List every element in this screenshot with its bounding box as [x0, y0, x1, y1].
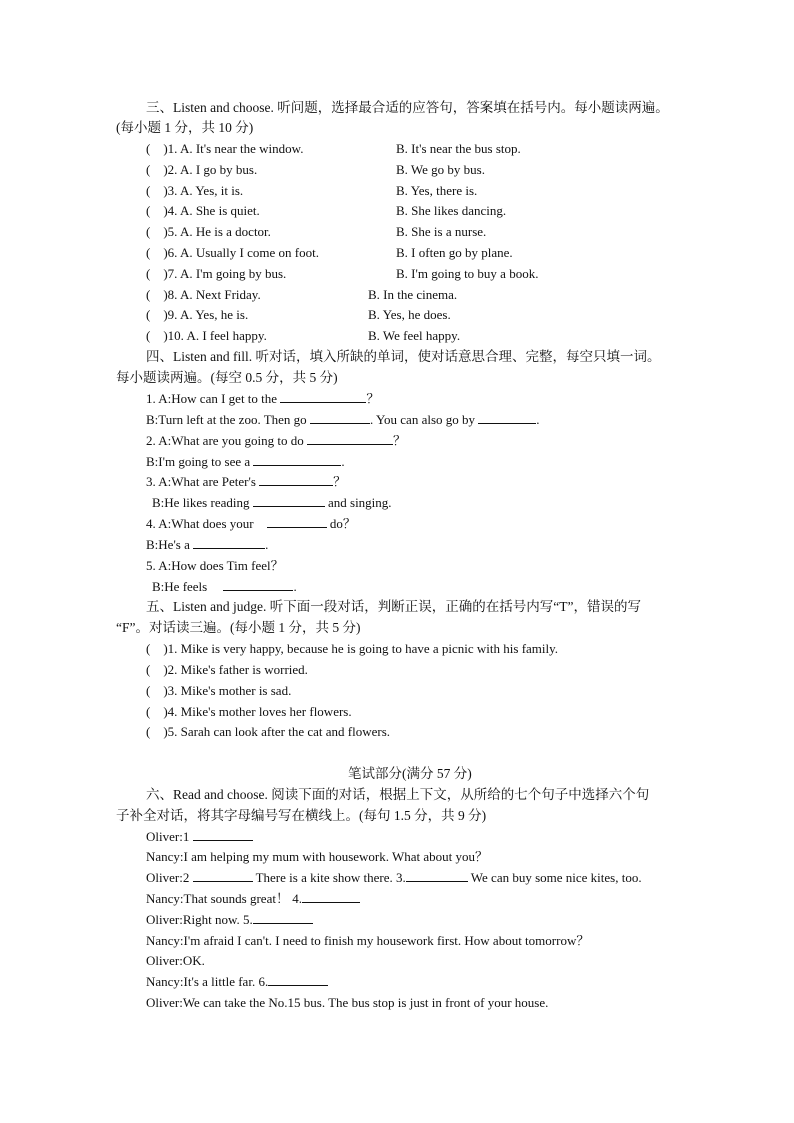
s3-item-7-a: ( )7. A. I'm going by bus.: [146, 266, 287, 281]
fill-blank[interactable]: [406, 869, 468, 882]
fill-blank[interactable]: [193, 536, 265, 549]
s4-q5-b: B:He feels .: [152, 579, 297, 594]
s6-line-6: Nancy:I'm afraid I can't. I need to finish my housework first. How about tomorrow？: [146, 933, 590, 948]
s6-line-3: Oliver:2 There is a kite show there. 3. We can buy some nice kites, too.: [146, 870, 642, 885]
s3-item-8-b: B. In the cinema.: [368, 287, 458, 302]
fill-blank[interactable]: [259, 473, 333, 486]
s3-item-4-b: B. She likes dancing.: [396, 203, 507, 218]
s3-item-7-b: B. I'm going to buy a book.: [396, 266, 539, 281]
s5-item-3: ( )3. Mike's mother is sad.: [146, 683, 292, 698]
s6-line-4: Nancy:That sounds great！ 4.: [146, 890, 360, 907]
s3-item-2-b: B. We go by bus.: [396, 162, 485, 177]
s6-line-1: Oliver:1: [146, 828, 253, 845]
fill-blank[interactable]: [253, 453, 341, 466]
s6-line-5: Oliver:Right now. 5.: [146, 911, 313, 928]
s3-item-8-a: ( )8. A. Next Friday.: [146, 287, 261, 302]
s4-q2-b: B:I'm going to see a .: [146, 454, 345, 469]
s3-item-6-a: ( )6. A. Usually I come on foot.: [146, 245, 319, 260]
fill-blank[interactable]: [280, 390, 366, 403]
s3-item-5-a: ( )5. A. He is a doctor.: [146, 224, 271, 239]
s3-item-3-b: B. Yes, there is.: [396, 183, 478, 198]
fill-blank[interactable]: [193, 828, 253, 841]
s3-item-4-a: ( )4. A. She is quiet.: [146, 203, 260, 218]
s4-q4-b: B:He's a .: [146, 537, 269, 552]
fill-blank[interactable]: [268, 973, 328, 986]
section4-heading: 四、Listen and fill. 听对话，填入所缺的单词，使对话意思合理、完整，每空只填一词。: [146, 349, 661, 364]
fill-blank[interactable]: [193, 869, 253, 882]
s3-item-1-b: B. It's near the bus stop.: [396, 141, 521, 156]
s5-item-2: ( )2. Mike's father is worried.: [146, 662, 308, 677]
s4-q3-a: 3. A:What are Peter's ？: [146, 474, 347, 489]
s6-line-8: Nancy:It's a little far. 6.: [146, 973, 328, 990]
s6-line-7: Oliver:OK.: [146, 953, 205, 968]
s4-q5-a: 5. A:How does Tim feel？: [146, 558, 284, 573]
s5-item-1: ( )1. Mike is very happy, because he is going to have a picnic with his family.: [146, 641, 559, 656]
section3-heading: 三、Listen and choose. 听问题，选择最合适的应答句，答案填在括号内。每小题读两遍。: [146, 100, 669, 115]
section3-score: (每小题 1 分，共 10 分): [116, 120, 254, 135]
s3-item-10-b: B. We feel happy.: [368, 328, 461, 343]
s3-item-9-b: B. Yes, he does.: [368, 307, 451, 322]
s4-q1-b: B:Turn left at the zoo. Then go . You can also go by .: [146, 412, 540, 427]
fill-blank[interactable]: [223, 578, 293, 591]
fill-blank[interactable]: [310, 411, 370, 424]
section5-heading: 五、Listen and judge. 听下面一段对话，判断正误，正确的在括号内写“T”，错误的写: [146, 599, 641, 614]
s3-item-3-a: ( )3. A. Yes, it is.: [146, 183, 244, 198]
s3-item-9-a: ( )9. A. Yes, he is.: [146, 307, 249, 322]
s3-item-2-a: ( )2. A. I go by bus.: [146, 162, 258, 177]
fill-blank[interactable]: [307, 432, 393, 445]
fill-blank[interactable]: [302, 890, 360, 903]
s3-item-1-a: ( )1. A. It's near the window.: [146, 141, 304, 156]
s4-q2-a: 2. A:What are you going to do ？: [146, 433, 407, 448]
s5-item-4: ( )4. Mike's mother loves her flowers.: [146, 704, 352, 719]
s6-line-9: Oliver:We can take the No.15 bus. The bus stop is just in front of your house.: [146, 995, 549, 1010]
fill-blank[interactable]: [478, 411, 536, 424]
section6-heading: 六、Read and choose. 阅读下面的对话，根据上下文，从所给的七个句子中选择六个句: [146, 787, 650, 802]
fill-blank[interactable]: [253, 494, 325, 507]
section5-score: “F”。对话读三遍。(每小题 1 分，共 5 分): [116, 620, 361, 635]
s4-q1-a: 1. A:How can I get to the ？: [146, 391, 380, 406]
s3-item-10-a: ( )10. A. I feel happy.: [146, 328, 267, 343]
section6-score: 子补全对话，将其字母编号写在横线上。(每句 1.5 分，共 9 分): [116, 808, 487, 823]
s4-q4-a: 4. A:What does your do？: [146, 516, 356, 531]
s4-q3-b: B:He likes reading and singing.: [152, 495, 392, 510]
fill-blank[interactable]: [253, 911, 313, 924]
s5-item-5: ( )5. Sarah can look after the cat and flowers.: [146, 724, 391, 739]
fill-blank[interactable]: [267, 515, 327, 528]
s6-line-2: Nancy:I am helping my mum with housework. What about you？: [146, 849, 489, 864]
s3-item-5-b: B. She is a nurse.: [396, 224, 487, 239]
written-part-title: 笔试部分(满分 57 分): [348, 766, 472, 781]
section4-score: 每小题读两遍。(每空 0.5 分，共 5 分): [116, 370, 338, 385]
s3-item-6-b: B. I often go by plane.: [396, 245, 513, 260]
